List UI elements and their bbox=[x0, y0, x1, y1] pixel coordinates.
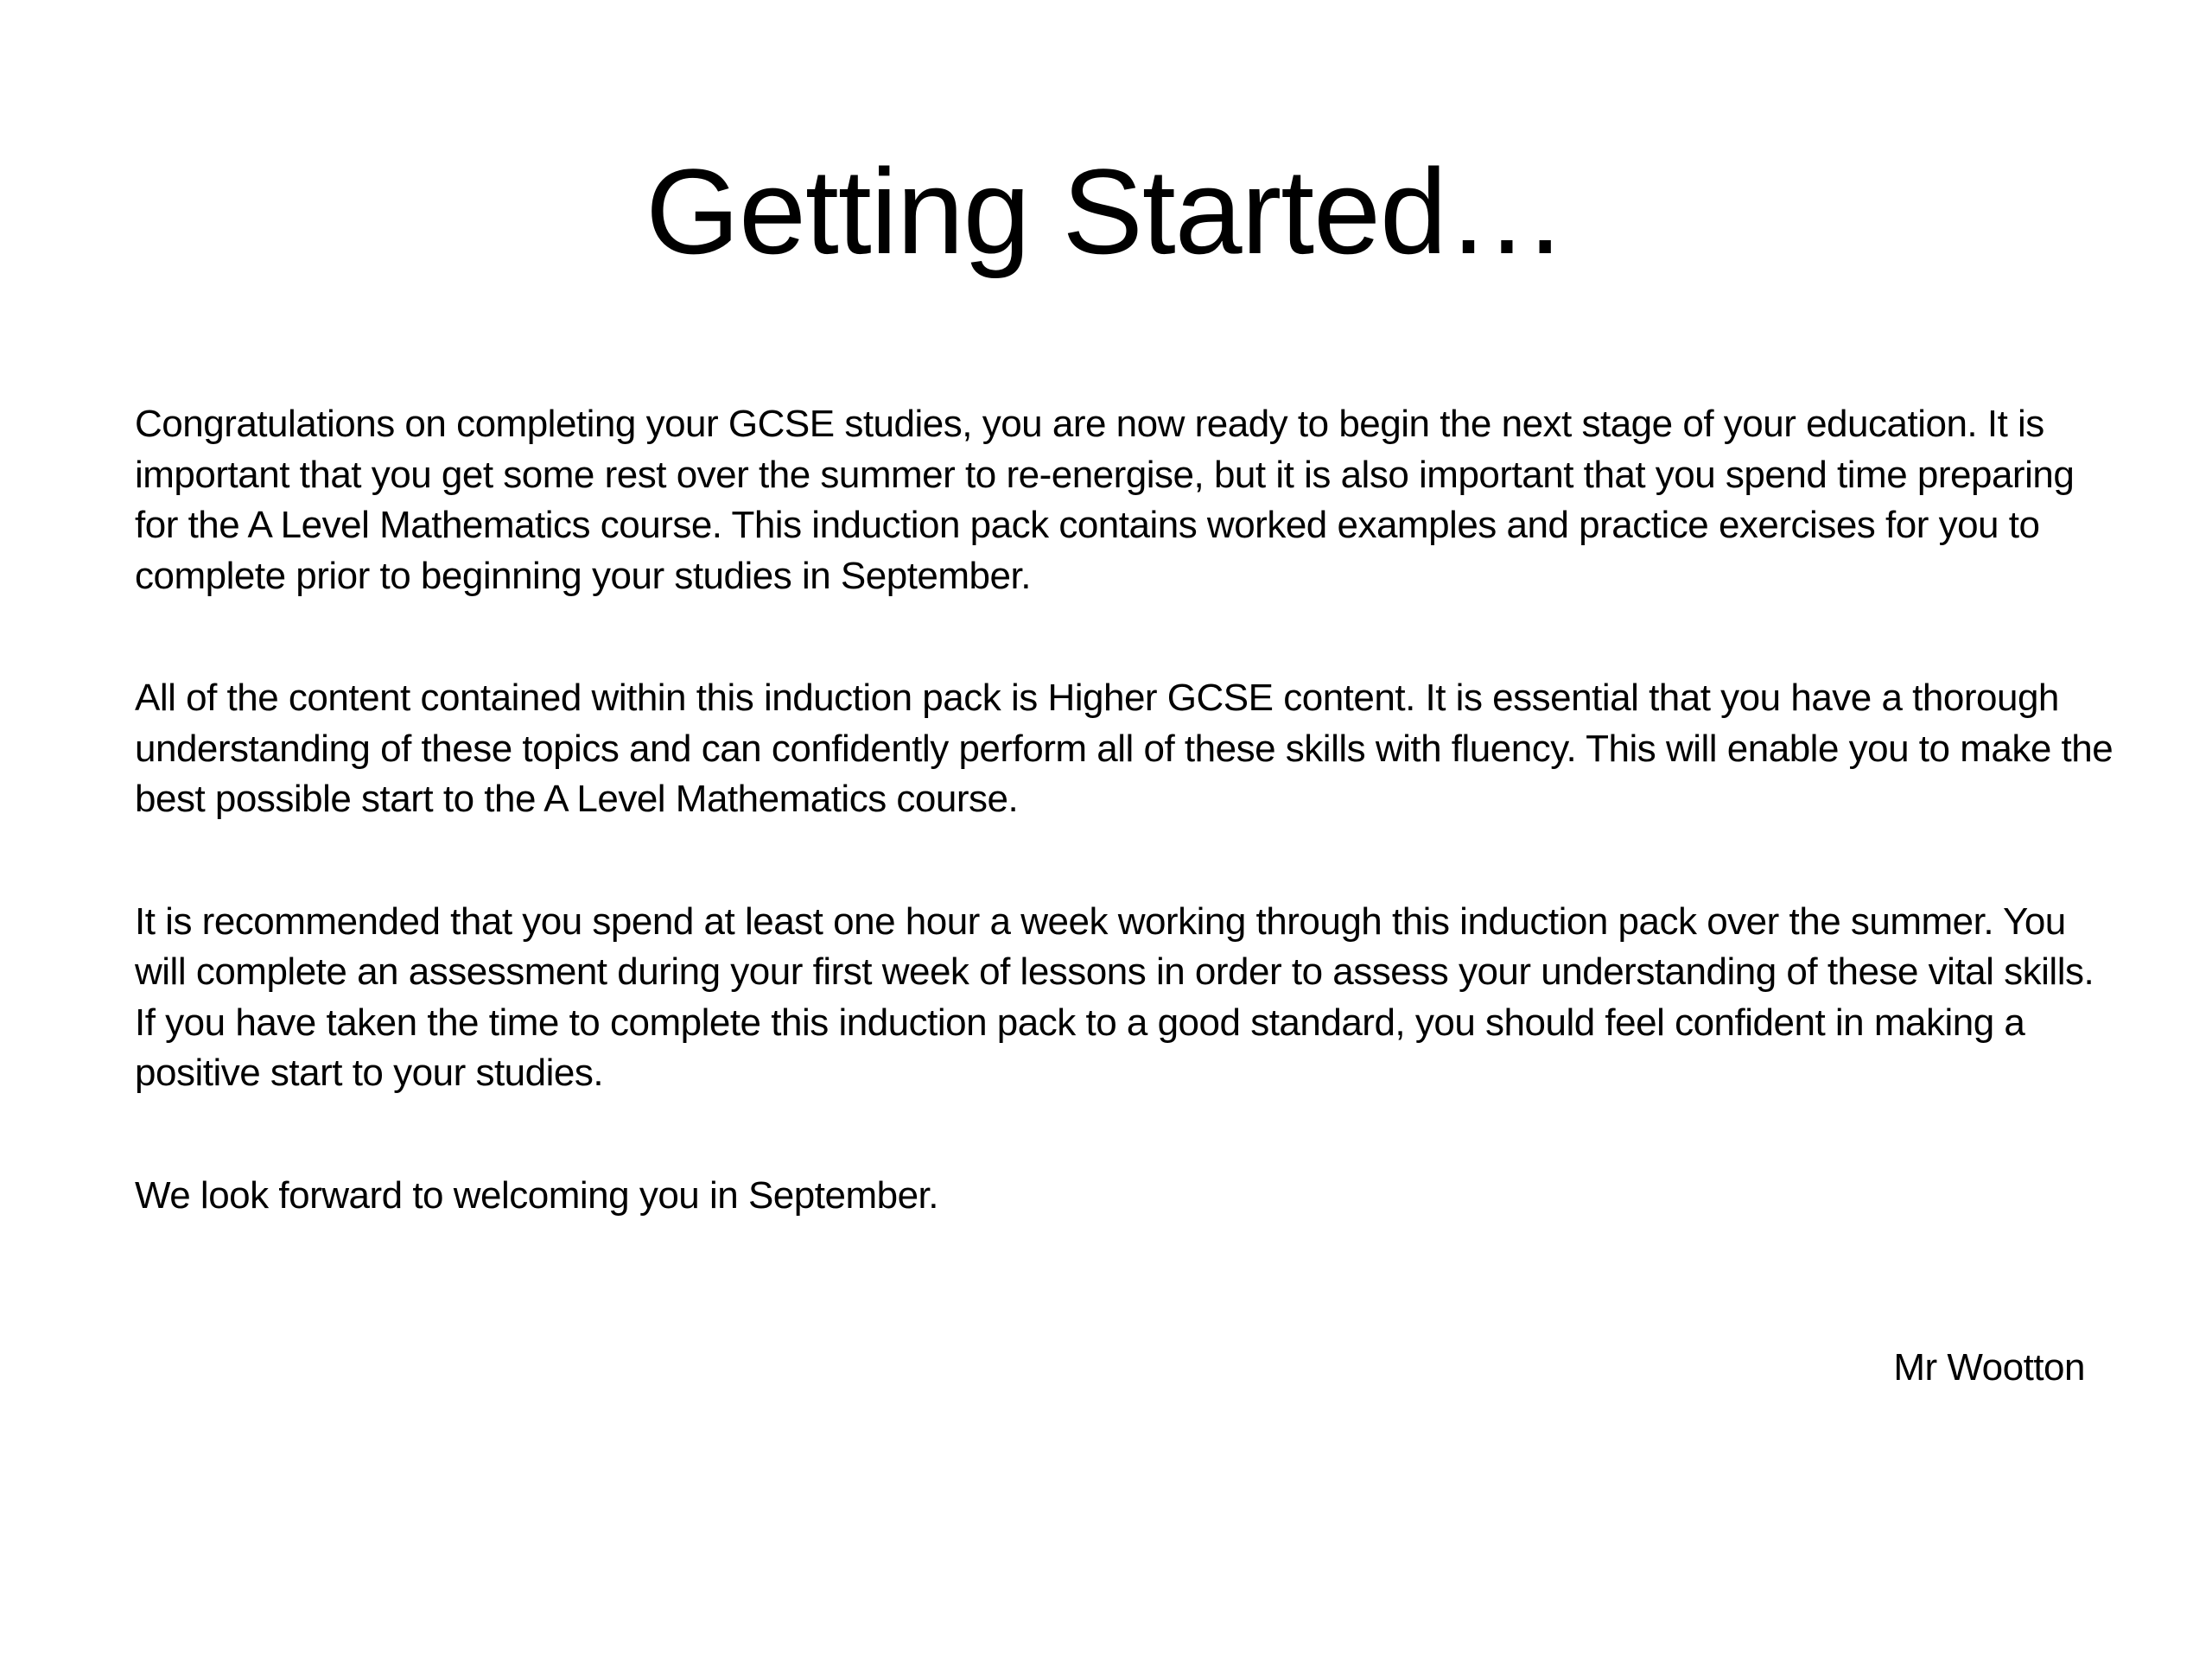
paragraph-content: All of the content contained within this induction pack is Higher GCSE content. It is essential that you have a thorough understanding of these topics and can confidently perform all of these skills with fluency. This will enable you to make the best possible start to the A Level Mathematics course. bbox=[135, 677, 2113, 820]
slide-title: Getting Started… bbox=[645, 143, 1567, 279]
paragraph-congratulations: Congratulations on completing your GCSE studies, you are now ready to begin the next stage of your education. It is important that you get some rest over the summer to re-energise, but it is also important that you spend time preparing for the A Level Mathematics course. This induction pack contains worked examples and practice exercises for you to complete prior to beginning your studies in September. bbox=[135, 403, 2075, 597]
paragraph-welcome: We look forward to welcoming you in September. bbox=[135, 1173, 938, 1217]
paragraph-recommendation: It is recommended that you spend at least one hour a week working through this induction pack over the summer. You will complete an assessment during your first week of lessons in order to assess your understanding of these vital skills. If you have taken the time to complete this induction pack to a good standard, you should feel confident in making a positive start to your studies. bbox=[135, 899, 2094, 1094]
signature: Mr Wootton bbox=[1893, 1346, 2085, 1389]
slide-body bbox=[135, 399, 2113, 1293]
